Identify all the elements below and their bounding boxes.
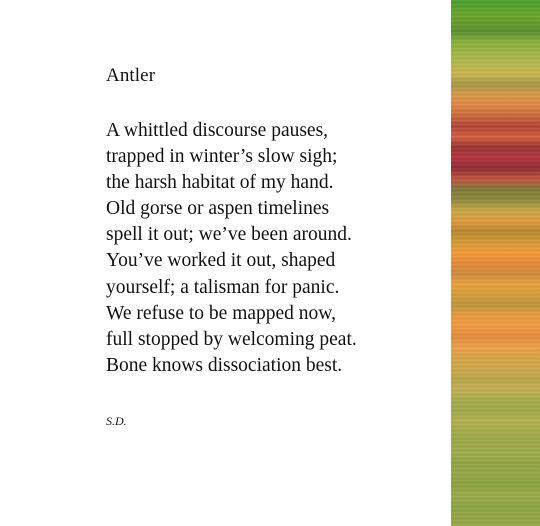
poem-line: trapped in winter’s slow sigh;: [106, 146, 338, 168]
poem-line: We refuse to be mapped now,: [106, 302, 337, 324]
poem-line: Bone knows dissociation best.: [106, 354, 343, 376]
poem-line: A whittled discourse pauses,: [106, 120, 329, 141]
poem-line: full stopped by welcoming peat.: [106, 328, 357, 350]
poem-line: the harsh habitat of my hand.: [106, 172, 334, 194]
poem-line: Old gorse or aspen timelines: [106, 198, 330, 220]
poem-line: yourself; a talisman for panic.: [106, 276, 340, 298]
poem-line: spell it out; we’ve been around.: [106, 224, 352, 246]
decorative-color-stripes: [451, 0, 540, 526]
poem-body: [106, 118, 446, 379]
poem-line: You’ve worked it out, shaped: [106, 250, 336, 272]
poem-title: Antler: [106, 65, 156, 86]
author-signature: S.D.: [106, 414, 127, 428]
